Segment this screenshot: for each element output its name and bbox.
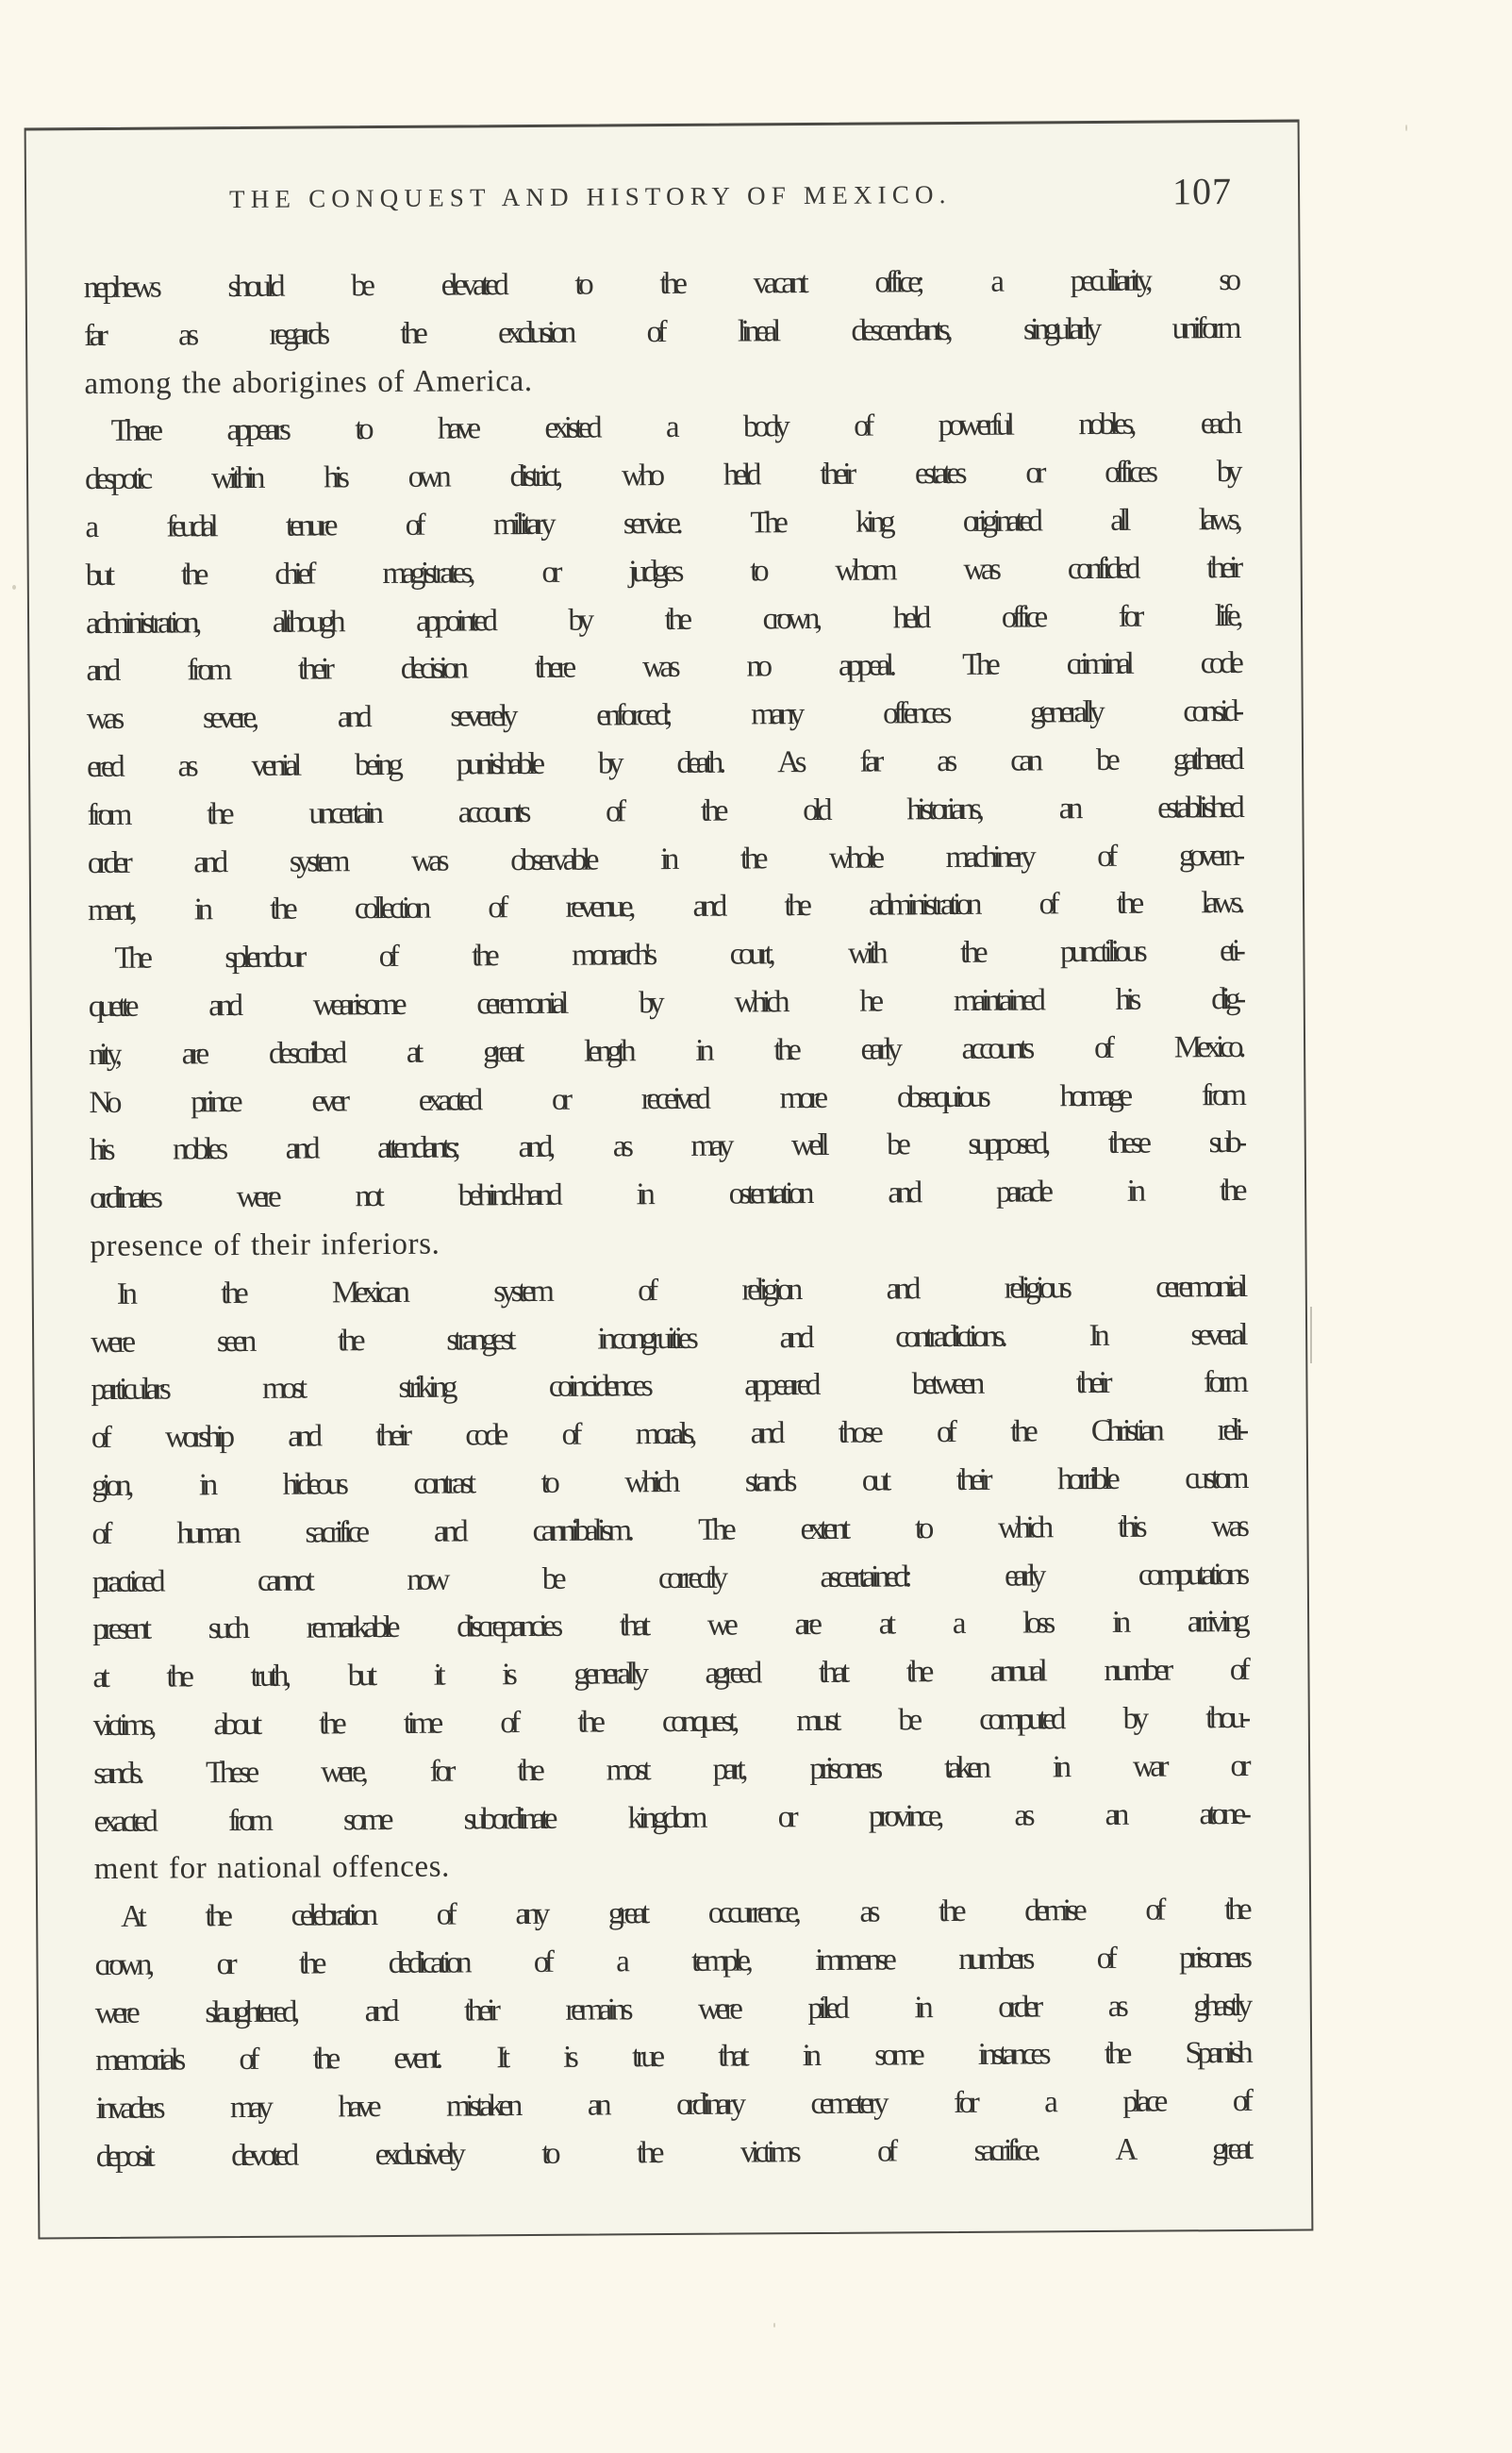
text-line: The splendour of the monarch's court, with the punctilious eti- — [114, 934, 1241, 976]
text-line: and from their decision there was no appeal. The criminal code — [86, 646, 1239, 689]
text-line: crown, or the dedication of a temple, immense numbers of prisoners — [94, 1940, 1248, 1982]
paper-speck — [12, 585, 16, 590]
paper-speck — [773, 2323, 775, 2328]
text-line: particulars most striking coincidences appeared between their form — [91, 1365, 1244, 1408]
text-line: from the uncertain accounts of the old historians, an established — [87, 790, 1240, 832]
paper-speck — [1405, 125, 1407, 131]
text-line: nephews should be elevated to the vacant office; a peculiarity, so — [83, 263, 1237, 306]
text-line: There appears to have existed a body of powerful nobles, each — [110, 407, 1238, 449]
text-line: of worship and their code of morals, and those of the Christian reli- — [91, 1413, 1244, 1456]
text-line: sands. These were, for the most part, prisoners taken in war or — [93, 1748, 1247, 1791]
text-line: gion, in hideous contrast to which stands out their horrible custom — [91, 1460, 1245, 1503]
text-line: ered as venial being punishable by death. As far as can be gathered — [86, 742, 1240, 785]
text-line: No prince ever exacted or received more obsequious homage from — [89, 1077, 1242, 1120]
text-line: far as regards the exclusion of lineal descendants, singularly uniform — [83, 310, 1238, 353]
text-line: invaders may have mistaken an ordinary cemetery for a place of — [95, 2084, 1249, 2127]
text-line: practiced cannot now be correctly ascertained: early computations — [91, 1557, 1245, 1599]
text-line: ordinates were not behind-hand in ostentation and parade in the — [90, 1174, 1243, 1216]
text-line: presence of their inferiors. — [90, 1226, 440, 1264]
text-line: exacted from some subordinate kingdom or province, as an atone- — [93, 1796, 1247, 1839]
text-line: his nobles and attendants; and, as may well be supposed, these sub- — [89, 1126, 1242, 1168]
text-line: was severe, and severely enforced; many offences generally consid- — [86, 694, 1239, 737]
text-line: of human sacrifice and cannibalism. The extent to which this was — [91, 1509, 1245, 1551]
text-line: but the chief magistrates, or judges to whom was confided their — [85, 550, 1238, 592]
text-line: present such remarkable discrepancies that we are at a loss in arriving — [92, 1605, 1246, 1647]
text-line: In the Mexican system of religion and religious ceremonial — [116, 1269, 1243, 1311]
text-line: among the aborigines of America. — [84, 363, 533, 401]
text-line: victims, about the time of the conquest, must be computed by thou- — [92, 1700, 1246, 1743]
text-line: a feudal tenure of military service. The king originated all laws, — [85, 502, 1238, 545]
stray-mark — [1310, 1307, 1312, 1363]
text-line: quette and wearisome ceremonial by which he maintained his dig- — [88, 981, 1241, 1025]
text-line: memorials of the event. It is true that in some instances the Spanish — [95, 2036, 1249, 2078]
running-head: THE CONQUEST AND HISTORY OF MEXICO. — [228, 180, 952, 214]
text-line: were slaughtered, and their remains were piled in order as ghastly — [94, 1988, 1248, 2030]
text-line: were seen the strangest incongruities and contradictions. In several — [91, 1317, 1244, 1360]
text-line: at the truth, but it is generally agreed that the annual number of — [92, 1653, 1246, 1695]
text-line: deposit devoted exclusively to the victims of sacrifice. A great — [95, 2132, 1249, 2175]
text-line: administration, although appointed by the crown, held office for life, — [85, 598, 1239, 641]
text-line: despotic within his own district, who held their estates or offices by — [84, 455, 1238, 497]
text-line: order and system was observable in the whole machinery of govern- — [87, 838, 1240, 880]
text-line: ment, in the collection of revenue, and the administration of the laws. — [87, 886, 1241, 928]
page-number: 107 — [1171, 170, 1233, 213]
body-text — [84, 257, 1249, 2181]
text-line: ment for national offences. — [93, 1849, 451, 1887]
text-line: At the celebration of any great occurrence, as the demise of the — [121, 1893, 1248, 1934]
text-line: nity, are described at great length in the early accounts of Mexico. — [88, 1029, 1242, 1072]
